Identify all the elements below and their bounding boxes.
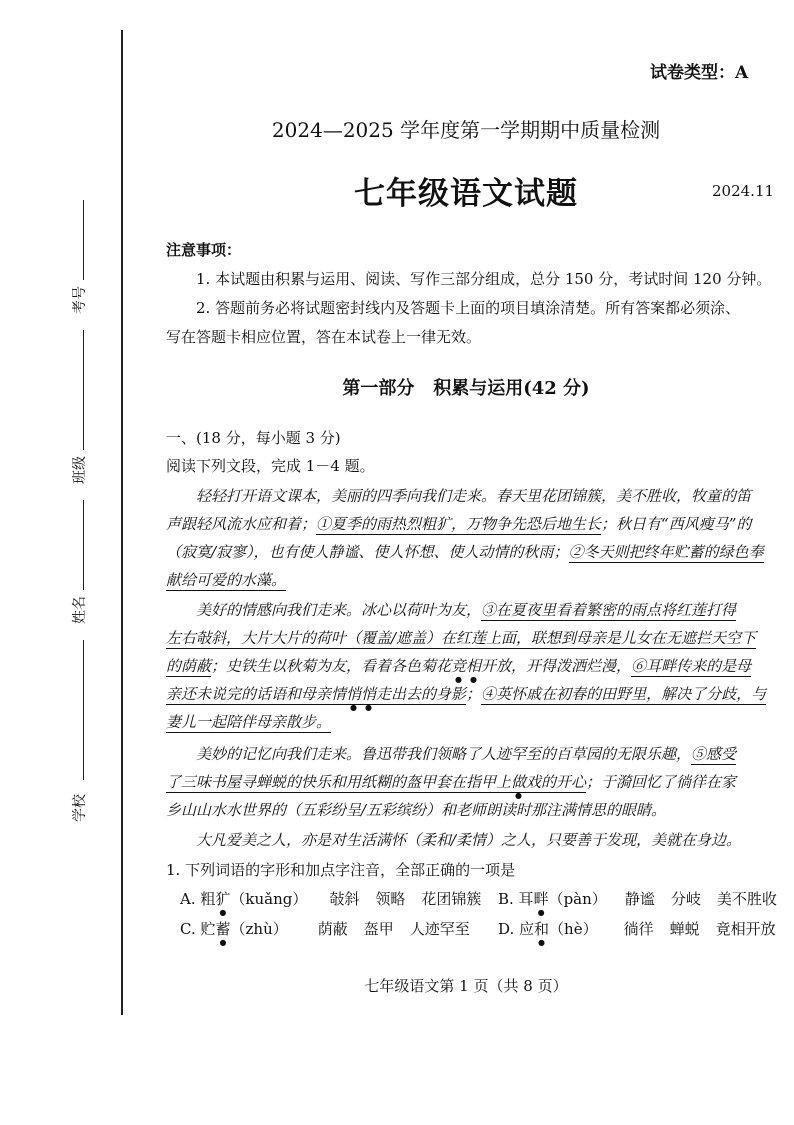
dotted-word: 竞相 xyxy=(451,657,482,675)
question-1-stem: 1. 下列词语的字形和加点字注音，全部正确的一项是 xyxy=(166,861,516,879)
passage-line: 声跟轻风流水应和着；①夏季的雨热烈粗犷，万物争先恐后地生长；秋日有“西风瘦马”的 xyxy=(166,515,752,533)
paper-type: 试卷类型：A xyxy=(650,63,749,83)
sentence-4-cont: 妻儿一起陪伴母亲散步。 xyxy=(166,713,332,731)
passage-instruction: 阅读下列文段，完成 1－4 题。 xyxy=(166,457,375,475)
term-title: 2024—2025 学年度第一学期期中质量检测 xyxy=(271,118,661,142)
option-c[interactable]: C. 贮蓄（zhù） 荫蔽 盔甲 人迹罕至 xyxy=(180,920,470,938)
exam-no-label: 考号 xyxy=(72,286,88,314)
passage-line: （寂寞/寂寥），也有使人静谧、使人怀想、使人动情的秋雨；②冬天则把终年贮蓄的绿色奉 xyxy=(166,543,764,561)
notice-item-1: 1. 本试题由积累与运用、阅读、写作三部分组成，总分 150 分，考试时间 120 分钟。 xyxy=(196,270,772,288)
passage-line xyxy=(166,570,286,590)
sentence-3: ③在夏夜里看着繁密的雨点将红莲打得 xyxy=(481,601,737,619)
name-label: 姓名 xyxy=(72,596,88,624)
school-label: 学校 xyxy=(72,794,88,822)
dotted-word: 做 xyxy=(511,773,527,791)
name-blank[interactable] xyxy=(83,640,84,780)
sentence-5: ⑤感受 xyxy=(691,745,737,763)
notice-item-2: 2. 答题前务必将试题密封线内及答题卡上面的项目填涂清楚。所有答案都必须涂、 xyxy=(196,299,741,317)
passage-line: 了三味书屋寻蝉蜕的快乐和用纸糊的盔甲套在指甲上做戏的开心；于漪回忆了徜徉在家 xyxy=(166,773,737,791)
name-blank-top[interactable] xyxy=(83,500,84,590)
section-heading: 一、(18 分，每小题 3 分) xyxy=(166,429,341,447)
class-label: 班级 xyxy=(72,456,88,484)
passage-line: 美好的情感向我们走来。冰心以荷叶为友，③在夏夜里看着繁密的雨点将红莲打得 xyxy=(196,601,737,619)
sentence-4: ④英怀戚在初春的田野里，解决了分歧，与 xyxy=(481,685,767,703)
passage-line: 大凡爱美之人，亦是对生活满怀（柔和/柔情）之人，只要善于发现，美就在身边。 xyxy=(196,831,742,849)
sentence-2-cont: 献给可爱的水藻。 xyxy=(166,571,287,589)
option-b[interactable]: B. 耳畔（pàn） 静谧 分岐 美不胜收 xyxy=(498,890,777,908)
sentence-1: ①夏季的雨热烈粗犷，万物争先恐后地生长 xyxy=(316,515,602,533)
passage-line: 轻轻打开语文课本，美丽的四季向我们走来。春天里花团锦簇，美不胜收，牧童的笛 xyxy=(196,487,752,505)
part1-title: 第一部分 积累与运用(42 分) xyxy=(342,378,590,399)
exam-no-blank[interactable] xyxy=(83,200,84,280)
passage-line: 亲还未说完的话语和母亲情悄悄走出去的身影；④英怀戚在初春的田野里，解决了分歧，与 xyxy=(166,685,767,703)
passage-line: 美妙的记忆向我们走来。鲁迅带我们领略了人迹罕至的百草园的无限乐趣，⑤感受 xyxy=(196,745,737,763)
page-title: 七年级语文试题 xyxy=(354,176,578,212)
passage-line xyxy=(166,712,331,732)
notice-item-2-cont: 写在答题卡相应位置，答在本试卷上一律无效。 xyxy=(166,328,482,346)
option-d[interactable]: D. 应和（hè） 徜徉 蝉蜕 竟相开放 xyxy=(498,920,776,938)
notice-heading: 注意事项： xyxy=(166,241,242,259)
dotted-word: 悄悄 xyxy=(346,685,377,703)
passage-line: 乡山山水水世界的（五彩纷呈/五彩缤纷）和老师朗读时那注满情思的眼睛。 xyxy=(166,801,667,819)
sentence-3-cont: 左右敧斜，大片大片的荷叶（覆盖/遮盖）在红莲上面，联想到母亲是儿女在无遮拦天空下 xyxy=(166,629,757,647)
passage-line xyxy=(166,628,756,648)
option-a[interactable]: A. 粗犷（kuǎng） 敧斜 领略 花团锦簇 xyxy=(180,890,482,908)
class-blank[interactable] xyxy=(83,330,84,450)
binding-line xyxy=(121,30,123,1015)
sentence-2: ②冬天则把终年贮蓄的绿色奉 xyxy=(568,543,764,561)
exam-date: 2024.11 xyxy=(712,182,775,200)
sentence-6: ⑥耳畔传来的是母 xyxy=(631,657,752,675)
page-footer: 七年级语文第 1 页（共 8 页） xyxy=(364,977,568,995)
passage-line: 的荫蔽；史铁生以秋菊为友，看着各色菊花竞相开放，开得泼洒烂漫，⑥耳畔传来的是母 xyxy=(166,657,752,675)
